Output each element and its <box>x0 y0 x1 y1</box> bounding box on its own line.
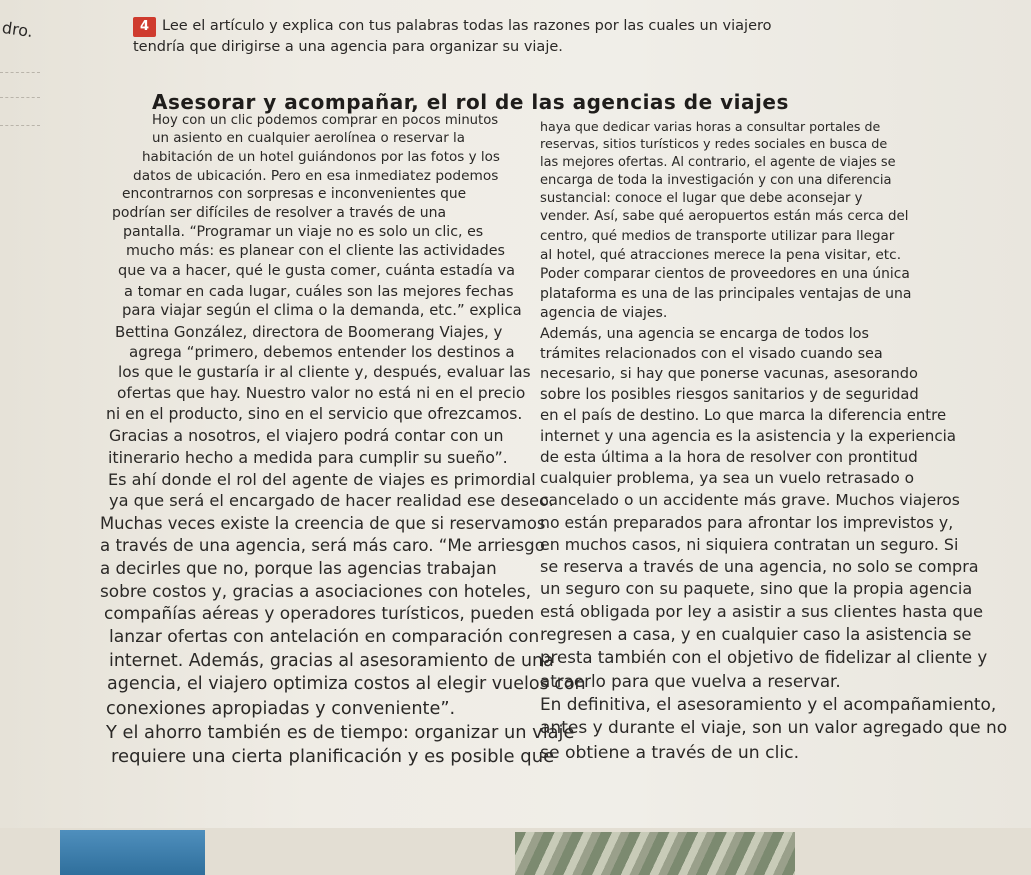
article-right-line: vender. Así, sabe qué aeropuertos están más cerca del <box>540 209 909 225</box>
article-left-line: a tomar en cada lugar, cuáles son las mejores fechas <box>124 282 514 300</box>
article-right-line: al hotel, qué atracciones merece la pena visitar, etc. <box>540 247 902 263</box>
article-left-line: sobre costos y, gracias a asociaciones con hoteles, <box>100 581 532 601</box>
article-right-line: de esta última a la hora de resolver con prontitud <box>540 448 918 467</box>
article-left-line: para viajar según el clima o la demanda, etc.” explica <box>122 302 522 320</box>
article-right-line: antes y durante el viaje, son un valor agregado que no <box>540 717 1008 738</box>
article-right-line: regresen a casa, y en cualquier caso la asistencia se <box>540 625 972 645</box>
exercise-prompt <box>133 16 933 57</box>
article-right-line: plataforma es una de las principales ventajas de una <box>540 285 912 302</box>
article-left-line: requiere una cierta planificación y es posible que <box>111 746 555 768</box>
article-left-line: mucho más: es planear con el cliente las actividades <box>126 243 505 260</box>
article-right-line: internet y una agencia es la asistencia y la experiencia <box>540 427 957 445</box>
article-left-line: Y el ahorro también es de tiempo: organizar un viaje <box>106 722 575 743</box>
article-right-line: Poder comparar cientos de proveedores en una única <box>540 266 910 283</box>
article-left-line: podrían ser difíciles de resolver a través de una <box>112 205 447 221</box>
article-left-line: los que le gustaría ir al cliente y, después, evaluar las <box>118 363 531 382</box>
article-left-line: ni en el producto, sino en el servicio que ofrezcamos. <box>106 405 523 424</box>
article-right-line: está obligada por ley a asistir a sus clientes hasta que <box>540 601 984 621</box>
margin-line <box>0 97 40 98</box>
article-title: Asesorar y acompañar, el rol de las agencias de viajes <box>152 90 789 114</box>
article-right-line: sobre los posibles riesgos sanitarios y de seguridad <box>540 385 919 403</box>
article-left-line: itinerario hecho a medida para cumplir su sueño”. <box>108 447 508 467</box>
article-left-line: conexiones apropiadas y conveniente”. <box>106 699 456 719</box>
article-right-column <box>540 118 1007 765</box>
article-right-line: en muchos casos, ni siquiera contratan un seguro. Si <box>540 534 959 554</box>
article-right-line: cualquier problema, ya sea un vuelo retrasado o <box>540 469 915 488</box>
article-right-line: haya que dedicar varias horas a consultar portales de <box>540 119 881 134</box>
article-right-line: las mejores ofertas. Al contrario, el agente de viajes se <box>540 154 896 170</box>
article-left-line: ofertas que hay. Nuestro valor no está ni en el precio <box>117 384 526 403</box>
article-right-line: Además, una agencia se encarga de todos los <box>540 325 869 342</box>
article-right-line: atraerlo para que vuelva a reservar. <box>540 670 841 691</box>
article-right-line: se obtiene a través de un clic. <box>540 742 800 763</box>
article-right-line: en el país de destino. Lo que marca la diferencia entre <box>540 406 947 425</box>
article-right-line: reservas, sitios turísticos y redes sociales en busca de <box>540 136 888 152</box>
article-right-line: agencia de viajes. <box>540 305 668 322</box>
article-left-line: Es ahí donde el rol del agente de viajes es primordial <box>108 469 536 489</box>
article-right-line: necesario, si hay que ponerse vacunas, asesorando <box>540 365 918 383</box>
exercise-text-line-1: Lee el artículo y explica con tus palabras todas las razones por las cuales un viajero <box>162 18 772 34</box>
article-left-line: habitación de un hotel guiándonos por las fotos y los <box>142 149 500 166</box>
article-right-line: encarga de toda la investigación y con una diferencia <box>540 172 892 188</box>
article-left-line: Muchas veces existe la creencia de que si reservamos <box>100 513 546 533</box>
exercise-number-badge: 4 <box>133 17 156 37</box>
margin-line <box>0 125 40 126</box>
article-left-line: agrega “primero, debemos entender los destinos a <box>129 342 515 361</box>
article-right-line: presta también con el objetivo de fidelizar al cliente y <box>540 648 988 668</box>
photo-sky <box>60 830 205 875</box>
article-left-line: datos de ubicación. Pero en esa inmediatez podemos <box>133 167 499 184</box>
article-left-line: ya que será el encargado de hacer realidad ese deseo. <box>109 491 554 511</box>
article-left-line: a decirles que no, porque las agencias trabajan <box>100 558 497 579</box>
article-right-line: trámites relacionados con el visado cuando sea <box>540 345 883 362</box>
article-left-line: internet. Además, gracias al asesoramiento de una <box>109 650 554 671</box>
article-left-line: Bettina González, directora de Boomerang Viajes, y <box>115 322 503 341</box>
article-left-line: encontrarnos con sorpresas e inconvenientes que <box>122 186 467 203</box>
article-left-line: Gracias a nosotros, el viajero podrá contar con un <box>109 426 504 446</box>
article-left-line: lanzar ofertas con antelación en comparación con <box>109 627 540 648</box>
article-right-line: centro, qué medios de transporte utilizar para llegar <box>540 228 895 245</box>
article-right-line: En definitiva, el asesoramiento y el acompañamiento, <box>540 694 997 714</box>
article-left-line: Hoy con un clic podemos comprar en pocos minutos <box>152 113 499 128</box>
article-right-line: sustancial: conoce el lugar que debe aconsejar y <box>540 190 863 206</box>
article-right-line: no están preparados para afrontar los imprevistos y, <box>540 512 954 532</box>
article-left-column <box>100 112 586 770</box>
article-left-line: un asiento en cualquier aerolínea o reservar la <box>152 131 465 146</box>
article-left-line: pantalla. “Programar un viaje no es solo un clic, es <box>123 224 484 240</box>
article-right-line: cancelado o un accidente más grave. Muchos viajeros <box>540 490 960 509</box>
article-left-line: a través de una agencia, será más caro. “Me arriesgo <box>100 535 545 555</box>
article-left-line: compañías aéreas y operadores turísticos, pueden <box>104 604 535 624</box>
article-right-line: un seguro con su paquete, sino que la propia agencia <box>540 579 973 598</box>
article-left-line: que va a hacer, qué le gusta comer, cuánta estadía va <box>118 262 515 279</box>
photo-landscape <box>515 832 795 875</box>
exercise-text-line-2: tendría que dirigirse a una agencia para organizar su viaje. <box>133 39 563 55</box>
article-left-line: agencia, el viajero optimiza costos al elegir vuelos con <box>107 674 586 695</box>
margin-fragment: dro. <box>0 17 35 42</box>
article-right-line: se reserva a través de una agencia, no solo se compra <box>540 556 979 576</box>
margin-line <box>0 72 40 73</box>
